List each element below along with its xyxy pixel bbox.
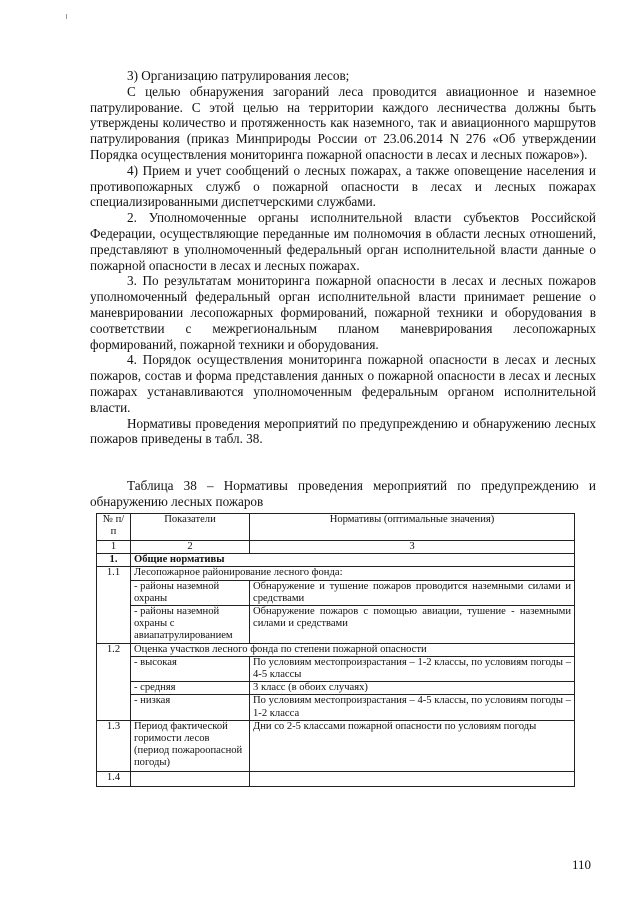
row-label: - районы наземной охраны с авиапатрулированием (131, 606, 250, 644)
table-header-row (97, 514, 575, 541)
row-num: 1.1 (97, 567, 131, 643)
table-row (97, 682, 575, 695)
paragraph: 2. Уполномоченные органы исполнительной власти субъектов Российской Федерации, осуществляющие переданные им полномочия в области лесных отношений, представляют в уполномоченный федеральный орган исполнительной власти данные о пожарной опасности в лесах и лесных пожарах. (90, 210, 596, 273)
header-num: № п/п (97, 514, 131, 541)
table-row (97, 567, 575, 580)
table-row (97, 771, 575, 786)
section-title: Общие нормативы (131, 554, 575, 567)
row-value: По условиям местопроизрастания – 1-2 классы, по условиям погоды – 4-5 классы (250, 656, 575, 681)
table-row (97, 656, 575, 681)
table-row (97, 643, 575, 656)
row-value: Обнаружение и тушение пожаров проводится наземными силами и средствами (250, 580, 575, 605)
paragraph: 3. По результатам мониторинга пожарной опасности в лесах и лесных пожаров уполномоченный федеральный орган исполнительной власти принимает решение о маневрировании лесопожарных формирований, пожарной техники и оборудования в соответствии с межрегиональным планом маневрирования лесопожарных формирований, пожарной техники и оборудования. (90, 273, 596, 352)
paragraph: С целью обнаружения загораний леса проводится авиационное и наземное патрулирование. С этой целью на территории каждого лесничества должны быть утверждены количество и протяженность как наземного, так и авиационного маршрутов патрулирования (приказ Минприроды России от 23.06.2014 N 276 «Об утверждении Порядка осуществления мониторинга пожарной опасности в лесах и лесных пожаров»). (90, 83, 596, 162)
row-num: 1.2 (97, 643, 131, 720)
paragraph: 3) Организацию патрулирования лесов; (127, 68, 350, 83)
row-value: По условиям местопроизрастания – 4-5 классы, по условиям погоды – 1-2 класса (250, 695, 575, 720)
col-number: 3 (250, 541, 575, 554)
table-row (97, 695, 575, 720)
row-label: - высокая (131, 656, 250, 681)
row-label: - районы наземной охраны (131, 580, 250, 605)
scan-speck (66, 14, 67, 19)
row-label: - низкая (131, 695, 250, 720)
row-title: Оценка участков лесного фонда по степени пожарной опасности (131, 643, 575, 656)
section-num: 1. (97, 554, 131, 567)
row-label: Период фактической горимости лесов (период пожароопасной погоды) (131, 720, 250, 771)
paragraph: Нормативы проведения мероприятий по предупреждению и обнаружению лесных пожаров приведены в табл. 38. (90, 415, 596, 447)
row-num: 1.3 (97, 720, 131, 771)
page-number: 110 (572, 857, 592, 872)
row-label: - средняя (131, 682, 250, 695)
table-row (97, 720, 575, 771)
header-norms: Нормативы (оптимальные значения) (250, 514, 575, 541)
col-number: 2 (131, 541, 250, 554)
paragraph: 4. Порядок осуществления мониторинга пожарной опасности в лесах и лесных пожаров, состав и форма представления данных о пожарной опасности в лесах и лесных пожарах устанавливаются уполномоченным федеральным органом исполнительной власти. (90, 352, 596, 415)
row-num: 1.4 (97, 771, 131, 786)
empty-cell (131, 771, 250, 786)
table-row (97, 606, 575, 644)
col-number: 1 (97, 541, 131, 554)
section-row (97, 554, 575, 567)
row-value: Обнаружение пожаров с помощью авиации, тушение - наземными силами и средствами (250, 606, 575, 644)
table-caption: Таблица 38 – Нормативы проведения мероприятий по предупреждению и обнаружению лесных пожаров (90, 478, 596, 509)
empty-cell (250, 771, 575, 786)
norms-table (96, 513, 575, 787)
row-value: Дни со 2-5 классами пожарной опасности по условиям погоды (250, 720, 575, 771)
column-number-row (97, 541, 575, 554)
table-row (97, 580, 575, 605)
header-indicator: Показатели (131, 514, 250, 541)
row-title: Лесопожарное районирование лесного фонда: (131, 567, 575, 580)
body-text (90, 68, 596, 447)
row-value: 3 класс (в обоих случаях) (250, 682, 575, 695)
paragraph: 4) Прием и учет сообщений о лесных пожарах, а также оповещение населения и противопожарных служб о пожарной опасности в лесах и лесных пожарах специализированными диспетчерскими службами. (90, 162, 596, 210)
